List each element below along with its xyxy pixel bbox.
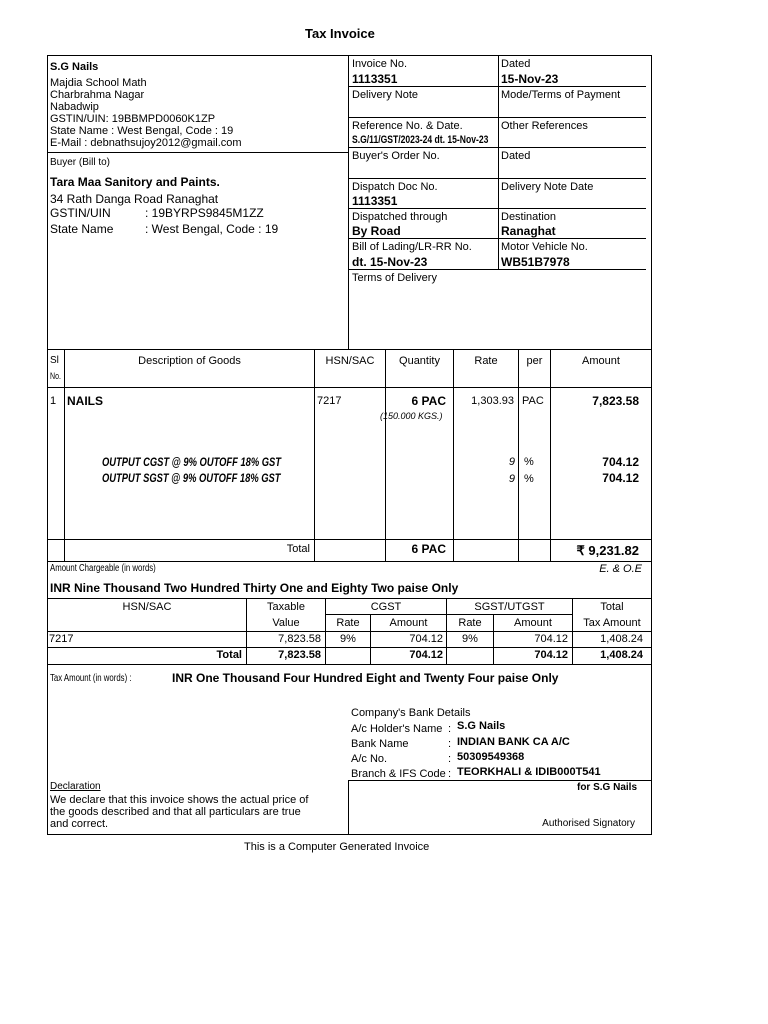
- bank-holder-name: S.G Nails: [457, 720, 506, 732]
- delivery-note-label: Delivery Note: [352, 89, 419, 101]
- dispatched-through-label: Dispatched through: [352, 211, 448, 223]
- tax-row-hsn: 7217: [49, 633, 74, 645]
- seller-state: State Name : West Bengal, Code : 19: [50, 125, 234, 137]
- tax-total-cgst: 704.12: [409, 649, 443, 661]
- bank-sep: :: [448, 753, 452, 765]
- col-hsn-header: HSN/SAC: [325, 355, 375, 367]
- dispatch-doc-label: Dispatch Doc No.: [352, 181, 438, 193]
- tax-words-text: INR One Thousand Four Hundred Eight and Twenty Four paise Only: [172, 671, 559, 685]
- tax-sgst-header: SGST/UTGST: [474, 601, 545, 613]
- tax-row-per: %: [524, 456, 534, 468]
- seller-name: S.G Nails: [50, 61, 99, 73]
- tax-total-header-2: Tax Amount: [583, 617, 641, 629]
- destination: Ranaghat: [501, 224, 556, 238]
- dated2-label: Dated: [501, 150, 531, 162]
- tax-row-total: 1,408.24: [600, 633, 643, 645]
- col-description-header: Description of Goods: [138, 355, 241, 367]
- tax-row-per: %: [524, 473, 534, 485]
- invoice-no-label: Invoice No.: [352, 58, 408, 70]
- buyer-gstin-value: : 19BYRPS9845M1ZZ: [145, 206, 264, 220]
- bank-name: INDIAN BANK CA A/C: [457, 736, 570, 748]
- item-per: PAC: [522, 395, 544, 407]
- tax-row-sgst-amount: 704.12: [534, 633, 568, 645]
- item-amount: 7,823.58: [592, 394, 639, 408]
- total-label: Total: [286, 543, 310, 555]
- mode-terms-label: Mode/Terms of Payment: [501, 89, 621, 101]
- tax-row-cgst-amount: 704.12: [409, 633, 443, 645]
- bank-sep: :: [448, 723, 452, 735]
- tax-cgst-rate-header: Rate: [336, 617, 360, 629]
- seller-address-line: Nabadwip: [50, 101, 99, 113]
- seller-address-line: Majdia School Math: [50, 77, 147, 89]
- tax-row-rate: 9: [508, 473, 515, 485]
- buyer-gstin-label: GSTIN/UIN: [50, 206, 111, 220]
- item-hsn: 7217: [317, 395, 342, 407]
- bill-of-lading: dt. 15-Nov-23: [352, 255, 428, 269]
- bank-label: Branch & IFS Code: [351, 768, 446, 780]
- tax-row-rate: 9: [508, 456, 515, 468]
- invoice-date: 15-Nov-23: [501, 72, 559, 86]
- buyers-order-label: Buyer's Order No.: [352, 150, 440, 162]
- declaration-line: the goods described and that all particulars are true: [50, 806, 301, 818]
- tax-row-label: OUTPUT CGST @ 9% OUTOFF 18% GST: [102, 455, 282, 469]
- motor-vehicle-label: Motor Vehicle No.: [501, 241, 588, 253]
- bank-account-no: 50309549368: [457, 751, 525, 763]
- declaration-line: and correct.: [50, 818, 109, 830]
- buyer-address: 34 Rath Danga Road Ranaghat: [50, 192, 219, 206]
- declaration-heading: Declaration: [50, 781, 101, 792]
- seller-address-line: Charbrahma Nagar: [50, 89, 145, 101]
- bank-label: A/c Holder's Name: [351, 723, 443, 735]
- bank-heading: Company's Bank Details: [351, 707, 471, 719]
- tax-cgst-header: CGST: [370, 601, 402, 613]
- buyer-heading: Buyer (Bill to): [50, 157, 111, 168]
- declaration-line: We declare that this invoice shows the actual price of: [50, 794, 309, 806]
- tax-taxable-header: Taxable: [267, 601, 305, 613]
- item-description: NAILS: [67, 394, 103, 408]
- tax-row-label: OUTPUT SGST @ 9% OUTOFF 18% GST: [102, 471, 281, 485]
- tax-row-amount: 704.12: [602, 455, 639, 469]
- tax-sgst-rate-header: Rate: [458, 617, 482, 629]
- dispatched-through: By Road: [352, 224, 401, 238]
- buyer-state-label: State Name: [50, 222, 114, 236]
- total-amount: ₹ 9,231.82: [576, 543, 639, 558]
- amount-words-text: INR Nine Thousand Two Hundred Thirty One and Eighty Two paise Only: [50, 581, 459, 595]
- seller-email: E-Mail : debnathsujoy2012@gmail.com: [50, 137, 242, 149]
- buyer-name: Tara Maa Sanitory and Paints.: [50, 175, 220, 189]
- reference-value: S.G/11/GST/2023-24 dt. 15-Nov-23: [352, 134, 489, 146]
- col-quantity-header: Quantity: [399, 355, 440, 367]
- dispatch-doc-no: 1113351: [352, 194, 398, 208]
- motor-vehicle: WB51B7978: [501, 255, 570, 269]
- tax-row-cgst-rate: 9%: [340, 633, 356, 645]
- tax-total-taxable: 7,823.58: [278, 649, 321, 661]
- buyer-state-value: : West Bengal, Code : 19: [145, 222, 279, 236]
- destination-label: Destination: [501, 211, 557, 223]
- tax-total-amount: 1,408.24: [600, 649, 643, 661]
- tax-total-sgst: 704.12: [534, 649, 568, 661]
- tax-row-amount: 704.12: [602, 471, 639, 485]
- item-quantity: 6 PAC: [411, 394, 446, 408]
- bank-label: A/c No.: [351, 753, 388, 765]
- tax-total-label: Total: [216, 649, 242, 661]
- col-amount-header: Amount: [582, 355, 620, 367]
- bank-sep: :: [448, 738, 452, 750]
- tax-total-header: Total: [600, 601, 624, 613]
- computer-generated-note: This is a Computer Generated Invoice: [244, 841, 430, 853]
- tax-cgst-amount-header: Amount: [389, 617, 428, 629]
- tax-row-taxable: 7,823.58: [278, 633, 321, 645]
- bank-sep: :: [448, 768, 452, 780]
- invoice-no: 1113351: [352, 72, 398, 86]
- tax-row-sgst-rate: 9%: [462, 633, 478, 645]
- item-rate: 1,303.93: [471, 395, 514, 407]
- item-quantity-sub: (150.000 KGS.): [380, 411, 443, 421]
- terms-of-delivery-label: Terms of Delivery: [352, 272, 437, 284]
- authorised-signatory: Authorised Signatory: [542, 818, 635, 829]
- dated-label: Dated: [501, 58, 531, 70]
- eoe-label: E. & O.E: [599, 563, 642, 575]
- col-per-header: per: [526, 355, 543, 367]
- tax-sgst-amount-header: Amount: [514, 617, 552, 629]
- seller-gstin: GSTIN/UIN: 19BBMPD0060K1ZP: [50, 113, 216, 125]
- col-sl-header: Sl: [50, 355, 59, 366]
- bill-of-lading-label: Bill of Lading/LR-RR No.: [352, 241, 472, 253]
- col-rate-header: Rate: [474, 355, 498, 367]
- tax-words-label: Tax Amount (in words) :: [50, 673, 132, 684]
- tax-taxable-header-2: Value: [272, 617, 300, 629]
- delivery-note-date-label: Delivery Note Date: [501, 181, 594, 193]
- for-company-label: for S.G Nails: [576, 782, 637, 793]
- tax-hsn-header: HSN/SAC: [122, 601, 172, 613]
- col-sl-no-header: No.: [50, 371, 61, 381]
- bank-label: Bank Name: [351, 738, 409, 750]
- invoice-title: Tax Invoice: [305, 26, 375, 41]
- item-sl: 1: [50, 395, 57, 407]
- other-references-label: Other References: [501, 120, 588, 132]
- reference-label: Reference No. & Date.: [352, 120, 463, 132]
- bank-branch-ifsc: TEORKHALI & IDIB000T541: [457, 766, 601, 778]
- total-quantity: 6 PAC: [411, 542, 446, 556]
- amount-words-label: Amount Chargeable (in words): [50, 563, 156, 574]
